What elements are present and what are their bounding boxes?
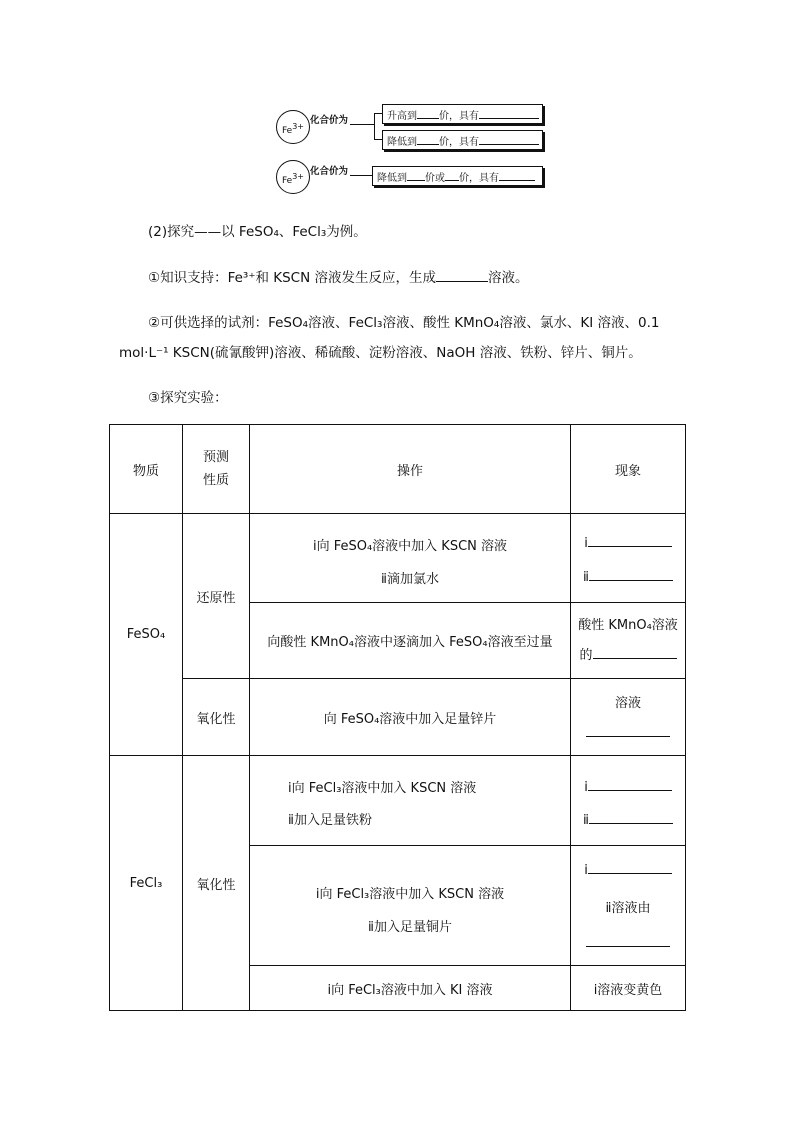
- box-text: 价，具有: [459, 173, 499, 184]
- knowledge-text: ①知识支持：Fe³⁺和 KSCN 溶液发生反应，生成: [148, 270, 437, 286]
- step-marker: ⅰ: [584, 536, 588, 551]
- operation-step: ⅱ滴加氯水: [381, 572, 439, 587]
- fe-symbol: Fe: [281, 176, 293, 186]
- substance-feso4: FeSO₄: [110, 514, 183, 756]
- phenomenon-cell: [571, 679, 686, 756]
- fe-ion-circle-bottom: [276, 160, 310, 194]
- phenomenon-text: 酸性 KMnO₄溶液: [578, 617, 678, 633]
- phenomenon-cell: ⅰ溶液变黄色: [571, 966, 686, 1011]
- experiment-table: [109, 424, 686, 1011]
- property-reducing: 还原性: [183, 514, 250, 679]
- box-text: 价或: [425, 173, 445, 184]
- knowledge-support: [148, 266, 529, 286]
- operation-cell: [250, 756, 571, 846]
- branch-up: [374, 113, 382, 114]
- reagents-line-1: ②可供选择的试剂：FeSO₄溶液、FeCl₃溶液、酸性 KMnO₄溶液、氯水、KI 溶液、0.1: [148, 315, 660, 331]
- table-row: [110, 679, 686, 756]
- answer-blank[interactable]: [586, 722, 670, 737]
- substance-fecl3: FeCl₃: [110, 756, 183, 1011]
- valence-label-top: 化合价为: [310, 115, 349, 126]
- operation-step: ⅰ向 FeCl₃溶液中加入 KSCN 溶液: [315, 886, 505, 902]
- fe-charge: 3+: [292, 172, 305, 181]
- header-predicted-property: [183, 425, 250, 514]
- box-raise: [382, 104, 543, 124]
- answer-blank[interactable]: [588, 859, 672, 874]
- header-text: 性质: [202, 473, 229, 488]
- phenomenon-cell: [571, 756, 686, 846]
- phenomenon-cell: [571, 846, 686, 966]
- table-header-row: [110, 425, 686, 514]
- blank[interactable]: [479, 131, 539, 145]
- property-oxidizing: 氧化性: [183, 679, 250, 756]
- blank[interactable]: [417, 131, 439, 145]
- phenomenon-cell: [571, 514, 686, 603]
- phenomenon-text: ⅱ溶液由: [605, 900, 651, 916]
- step-marker: ⅰ: [584, 862, 588, 878]
- operation-step: ⅱ加入足量铁粉: [288, 812, 372, 828]
- table-row: [110, 514, 686, 603]
- operation-cell: ⅰ向 FeCl₃溶液中加入 KI 溶液: [250, 966, 571, 1011]
- connector-bottom: [350, 175, 372, 176]
- blank[interactable]: [407, 167, 425, 181]
- blank[interactable]: [479, 105, 539, 119]
- answer-blank[interactable]: [588, 776, 672, 791]
- table-row: [110, 756, 686, 846]
- box-text: 价，具有: [439, 111, 479, 122]
- box-text: 升高到: [387, 111, 417, 122]
- operation-step: ⅰ向 FeCl₃溶液中加入 KSCN 溶液: [288, 780, 477, 796]
- box-text: 降低到: [387, 137, 417, 148]
- phenomenon-cell: [571, 603, 686, 679]
- answer-blank[interactable]: [586, 932, 670, 947]
- step-marker: ⅱ: [583, 570, 589, 585]
- box-lower-or: [372, 166, 543, 186]
- answer-blank[interactable]: [589, 566, 673, 581]
- step-marker: ⅰ: [584, 779, 588, 795]
- reagents-line-2: mol·L⁻¹ KSCN(硫氰酸钾)溶液、稀硫酸、淀粉溶液、NaOH 溶液、铁粉、锌片、铜片。: [119, 345, 642, 361]
- answer-blank[interactable]: [593, 644, 677, 659]
- operation-step: ⅰ向 FeSO₄溶液中加入 KSCN 溶液: [312, 539, 508, 554]
- answer-blank[interactable]: [436, 268, 488, 282]
- operation-cell: 向酸性 KMnO₄溶液中逐滴加入 FeSO₄溶液至过量: [250, 603, 571, 679]
- fe-charge: 3+: [292, 122, 305, 131]
- operation-step: ⅱ加入足量铜片: [368, 919, 452, 935]
- fe-ion-circle-top: [276, 110, 310, 144]
- box-text: 价，具有: [439, 137, 479, 148]
- header-substance: 物质: [110, 425, 183, 514]
- header-text: 预测: [202, 450, 229, 465]
- box-lower: [382, 130, 543, 150]
- fe-symbol: Fe: [281, 126, 293, 136]
- answer-blank[interactable]: [589, 809, 673, 824]
- box-text: 降低到: [377, 173, 407, 184]
- branch-vertical: [374, 113, 375, 139]
- answer-blank[interactable]: [588, 532, 672, 547]
- blank[interactable]: [445, 167, 459, 181]
- phenomenon-text: 溶液: [614, 696, 641, 711]
- experiment-heading: ③探究实验：: [148, 390, 228, 406]
- knowledge-text-end: 溶液。: [488, 270, 529, 286]
- blank[interactable]: [499, 167, 535, 181]
- header-phenomenon: 现象: [571, 425, 686, 514]
- step-marker: ⅱ: [583, 812, 589, 828]
- branch-down: [374, 139, 382, 140]
- phenomenon-text: 的: [579, 647, 593, 663]
- operation-cell: [250, 514, 571, 603]
- header-operation: 操作: [250, 425, 571, 514]
- valence-label-bottom: 化合价为: [310, 166, 349, 177]
- property-oxidizing: 氧化性: [183, 756, 250, 1011]
- connector-top: [350, 124, 374, 125]
- blank[interactable]: [417, 105, 439, 119]
- section-heading: (2)探究——以 FeSO₄、FeCl₃为例。: [148, 224, 367, 240]
- operation-cell: 向 FeSO₄溶液中加入足量锌片: [250, 679, 571, 756]
- operation-cell: [250, 846, 571, 966]
